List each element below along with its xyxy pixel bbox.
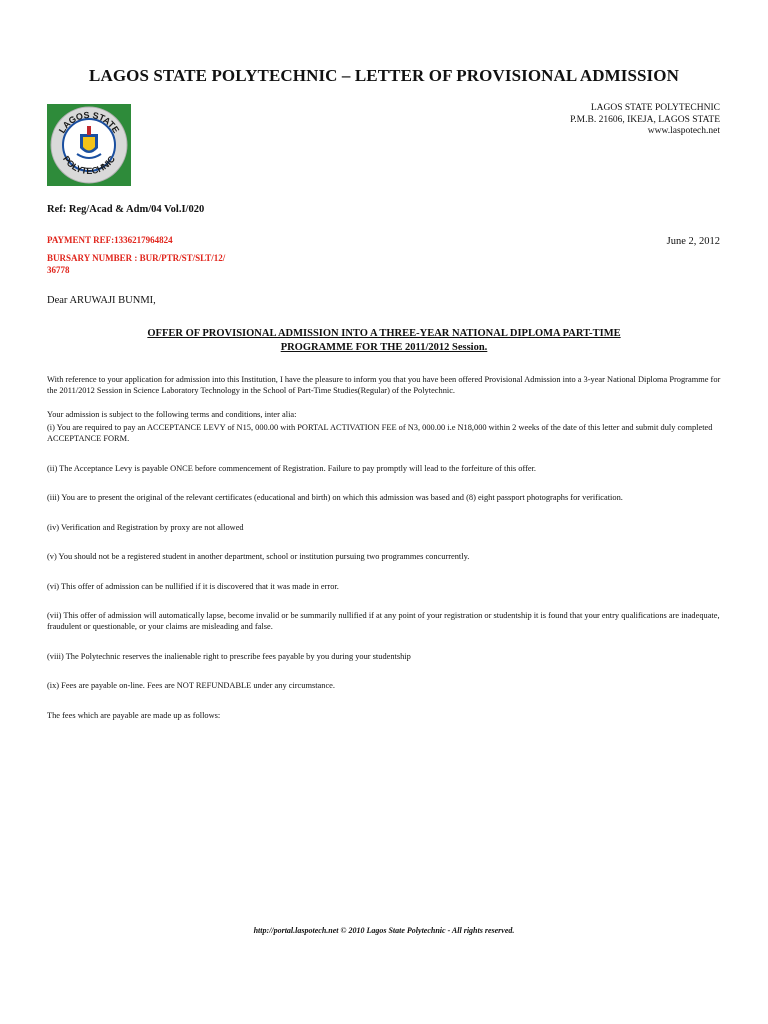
letter-title: LAGOS STATE POLYTECHNIC – LETTER OF PROVISIONAL ADMISSION <box>89 66 679 85</box>
bursary-number: BURSARY NUMBER : BUR/PTR/ST/SLT/12/ <box>47 252 226 263</box>
payment-ref: PAYMENT REF:1336217964824 <box>47 235 173 245</box>
letter-body <box>47 374 723 739</box>
offer-heading <box>100 327 668 355</box>
fees-intro: The fees which are payable are made up as follows: <box>47 710 221 720</box>
terms-intro: Your admission is subject to the following terms and conditions, inter alia: <box>47 410 297 419</box>
payment-info <box>47 234 257 277</box>
offer-heading-line: OFFER OF PROVISIONAL ADMISSION INTO A THREE-YEAR NATIONAL DIPLOMA PART-TIME <box>147 328 621 339</box>
bursary-number-continued: 36778 <box>47 265 70 275</box>
address-line: LAGOS STATE POLYTECHNIC <box>590 103 720 113</box>
letter-date: June 2, 2012 <box>666 236 720 247</box>
address-website: www.laspotech.net <box>647 126 720 136</box>
condition-item: (ii) The Acceptance Levy is payable ONCE before commencement of Registration. Failure to pay promptly will lead to the forfeiture of this offer. <box>47 463 537 473</box>
offer-heading-line: PROGRAMME FOR THE 2011/2012 Session. <box>280 342 488 353</box>
condition-item: (vii) This offer of admission will automatically lapse, become invalid or be summarily nullified if at any point of your registration or studentship it is found that your entry qualifications are inadequate, fraudulent or questionable, or your claims are misleading and false. <box>47 611 720 631</box>
condition-item: (v) You should not be a registered student in another department, school or institution pursuing two programmes concurrently. <box>47 552 470 561</box>
polytechnic-crest-icon <box>47 104 131 186</box>
svg-text:LAGOS STATE: LAGOS STATE <box>56 109 122 135</box>
page-footer: http://portal.laspotech.net © 2010 Lagos State Polytechnic - All rights reserved. <box>253 926 515 935</box>
condition-item: (i) You are required to pay an ACCEPTANCE LEVY of N15, 000.00 with PORTAL ACTIVATION FEE of N3, 000.00 i.e N18,000 within 2 weeks of the date of this letter and submit duly completed ACCEPTANCE FORM. <box>47 423 713 443</box>
salutation: Dear ARUWAJI BUNMI, <box>47 295 156 306</box>
condition-item: (iv) Verification and Registration by proxy are not allowed <box>47 522 244 532</box>
condition-item: (iii) You are to present the original of the relevant certificates (educational and birth) on which this admission was based and (8) eight passport photographs for verification. <box>47 493 623 502</box>
intro-paragraph: With reference to your application for admission into this Institution, I have the pleasure to inform you that you have been offered Provisional Admission into a 3-year National Diploma Programme for the 2011/2012 Session in Science Laboratory Technology in the School of Part-Time Studies(Regular) of the Polytechnic. <box>47 375 721 395</box>
reference-number: Ref: Reg/Acad & Adm/04 Vol.I/020 <box>47 204 205 215</box>
condition-item: (ix) Fees are payable on-line. Fees are NOT REFUNDABLE under any circumstance. <box>47 681 335 690</box>
condition-item: (vi) This offer of admission can be nullified if it is discovered that it was made in error. <box>47 581 339 591</box>
polytechnic-logo <box>47 104 131 186</box>
condition-item: (viii) The Polytechnic reserves the inalienable right to prescribe fees payable by you during your studentship <box>47 651 411 661</box>
institution-address <box>400 103 720 138</box>
svg-text:POLYTECHNIC: POLYTECHNIC <box>60 154 118 177</box>
address-line: P.M.B. 21606, IKEJA, LAGOS STATE <box>570 114 720 125</box>
